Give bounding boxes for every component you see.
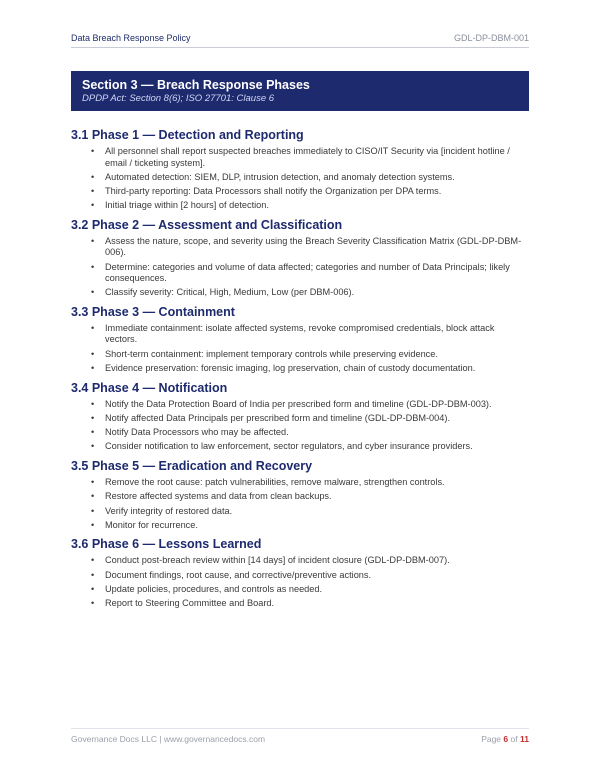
list-item: • Third-party reporting: Data Processors shall notify the Organization per DPA terms.	[71, 186, 529, 198]
document-title: Data Breach Response Policy	[71, 33, 191, 43]
section-content	[71, 128, 529, 616]
list-item: • Document findings, root cause, and corrective/preventive actions.	[71, 570, 529, 582]
list-item: • Short-term containment: implement temporary controls while preserving evidence.	[71, 349, 529, 361]
page-of: of	[510, 734, 518, 744]
phase-bullet-list	[71, 323, 529, 375]
page-footer	[71, 728, 529, 744]
phase-bullet-list	[71, 236, 529, 299]
page-total: 11	[520, 734, 529, 744]
section-banner	[71, 71, 529, 111]
list-item: • Report to Steering Committee and Board.	[71, 598, 529, 610]
list-item: • Restore affected systems and data from clean backups.	[71, 491, 529, 503]
phase-heading: 3.5 Phase 5 — Eradication and Recovery	[71, 458, 313, 473]
phase-section	[71, 459, 529, 531]
list-item: • Assess the nature, scope, and severity using the Breach Severity Classification Matrix (GDL-DP-DBM-006).	[71, 236, 529, 259]
list-item: • Verify integrity of restored data.	[71, 506, 529, 518]
list-item: • Determine: categories and volume of data affected; categories and number of Data Principals; likely consequences.	[71, 262, 529, 285]
page-number	[481, 734, 529, 744]
footer-company: Governance Docs LLC | www.governancedocs.com	[71, 734, 266, 744]
list-item: • Notify Data Processors who may be affected.	[71, 427, 529, 439]
page-label: Page	[481, 734, 502, 744]
phase-heading: 3.4 Phase 4 — Notification	[71, 380, 228, 395]
phase-section	[71, 381, 529, 453]
list-item: • Notify the Data Protection Board of India per prescribed form and timeline (GDL-DP-DBM-003).	[71, 399, 529, 411]
phase-bullet-list	[71, 399, 529, 453]
phase-bullet-list	[71, 477, 529, 531]
list-item: • All personnel shall report suspected breaches immediately to CISO/IT Security via [incident hotline / email / ticketing system].	[71, 146, 529, 169]
phase-bullet-list	[71, 555, 529, 609]
list-item: • Monitor for recurrence.	[71, 520, 529, 532]
list-item: • Conduct post-breach review within [14 days] of incident closure (GDL-DP-DBM-007).	[71, 555, 529, 567]
list-item: • Initial triage within [2 hours] of detection.	[71, 200, 529, 212]
section-reference: DPDP Act: Section 8(6); ISO 27701: Clause 6	[82, 93, 275, 104]
phase-section	[71, 218, 529, 299]
phase-heading: 3.6 Phase 6 — Lessons Learned	[71, 537, 262, 552]
phase-bullet-list	[71, 146, 529, 212]
page-current: 6	[503, 734, 509, 744]
list-item: • Update policies, procedures, and controls as needed.	[71, 584, 529, 596]
list-item: • Remove the root cause: patch vulnerabilities, remove malware, strengthen controls.	[71, 477, 529, 489]
phase-heading: 3.1 Phase 1 — Detection and Reporting	[71, 128, 304, 142]
list-item: • Evidence preservation: forensic imaging, log preservation, chain of custody documentation.	[71, 363, 529, 375]
phase-heading: 3.2 Phase 2 — Assessment and Classification	[71, 217, 343, 232]
phase-section	[71, 305, 529, 375]
phase-section	[71, 537, 529, 609]
phase-section	[71, 128, 529, 212]
section-title: Section 3 — Breach Response Phases	[82, 78, 310, 92]
list-item: • Automated detection: SIEM, DLP, intrusion detection, and anomaly detection systems.	[71, 172, 529, 184]
list-item: • Notify affected Data Principals per prescribed form and timeline (GDL-DP-DBM-004).	[71, 413, 529, 425]
page-header	[71, 33, 529, 48]
list-item: • Consider notification to law enforcement, sector regulators, and cyber insurance providers.	[71, 441, 529, 453]
document-code: GDL-DP-DBM-001	[453, 33, 529, 43]
list-item: • Immediate containment: isolate affected systems, revoke compromised credentials, block attack vectors.	[71, 323, 529, 346]
phase-heading: 3.3 Phase 3 — Containment	[71, 304, 235, 319]
list-item: • Classify severity: Critical, High, Medium, Low (per DBM-006).	[71, 287, 529, 299]
